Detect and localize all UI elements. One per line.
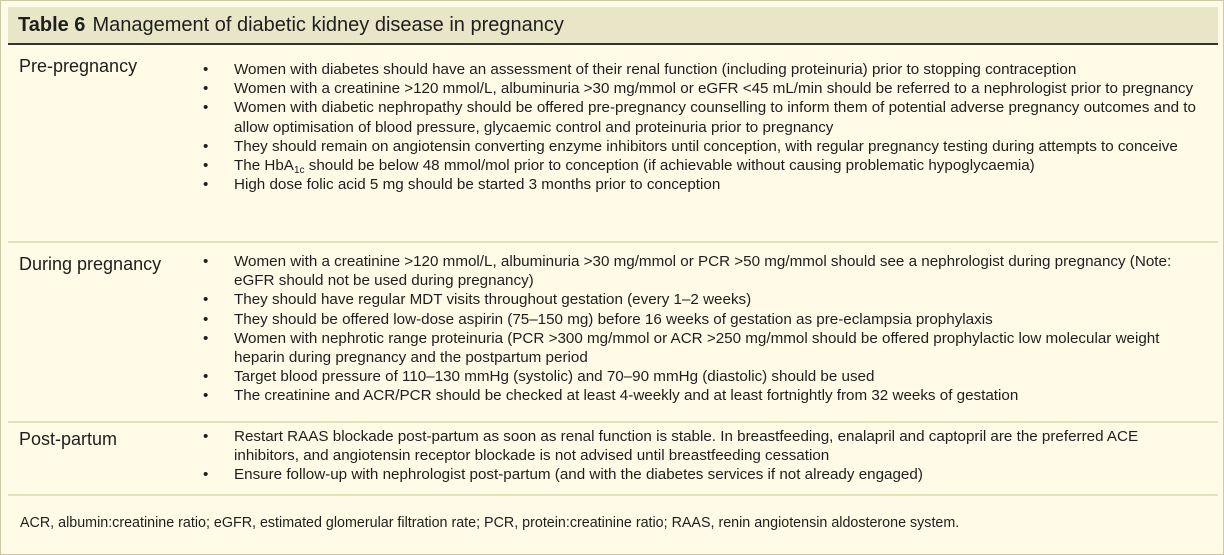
list-item <box>203 427 1203 465</box>
item-text-part: The HbA <box>234 157 294 175</box>
list-item <box>203 98 1203 136</box>
bullet-icon: • <box>203 428 209 445</box>
item-text: Women with diabetic nephropathy should be offered pre-pregnancy counselling to inform them of potential adverse pregnancy outcomes and to allow optimisation of blood pressure, glycaemic control and proteinuria prior to pregnancy <box>234 99 1196 136</box>
item-text: High dose folic acid 5 mg should be started 3 months prior to conception <box>234 176 721 194</box>
section-pre-pregnancy <box>8 45 1218 243</box>
bullet-icon: • <box>203 61 209 78</box>
bullet-icon: • <box>203 310 209 328</box>
item-text: Women with a creatinine >120 mmol/L, albuminuria >30 mg/mmol or eGFR <45 mL/min should be referred to a nephrologist prior to pregnancy <box>234 80 1194 98</box>
bullet-icon: • <box>203 176 209 194</box>
list-item <box>203 175 1203 194</box>
section-label: During pregnancy <box>19 254 162 274</box>
list-item <box>203 60 1203 79</box>
bullet-icon: • <box>203 99 209 117</box>
table-title: Management of diabetic kidney disease in pregnancy <box>92 13 564 36</box>
list-item <box>203 367 1203 386</box>
bullet-icon: • <box>203 466 209 484</box>
item-text: The creatinine and ACR/PCR should be checked at least 4-weekly and at least fortnightly from 32 weeks of gestation <box>234 387 1019 405</box>
item-text: They should have regular MDT visits throughout gestation (every 1–2 weeks) <box>234 291 752 309</box>
list-item <box>203 290 1203 309</box>
table-title-bar <box>8 7 1218 45</box>
bullet-icon: • <box>203 157 209 175</box>
bullet-icon: • <box>203 137 209 155</box>
bullet-icon: • <box>203 329 209 347</box>
section-post-partum <box>8 423 1218 496</box>
bullet-icon: • <box>203 387 209 405</box>
table-number: Table 6 <box>18 13 86 36</box>
item-text <box>234 157 1035 177</box>
item-text: Women with a creatinine >120 mmol/L, albuminuria >30 mg/mmol or PCR >50 mg/mmol should see a nephrologist during pregnancy (Note: eGFR should not be used during pregnancy) <box>234 253 1172 290</box>
bullet-icon: • <box>203 291 209 309</box>
section-during-pregnancy <box>8 243 1218 423</box>
item-list <box>203 60 1203 194</box>
item-text: They should remain on angiotensin converting enzyme inhibitors until conception, with regular pregnancy testing during attempts to conceive <box>234 137 1178 155</box>
item-text: Ensure follow-up with nephrologist post-partum (and with the diabetes services if not already engaged) <box>234 466 923 484</box>
item-text: Women with nephrotic range proteinuria (PCR >300 mg/mmol or ACR >250 mg/mmol should be offered prophylactic low molecular weight heparin during pregnancy and the postpartum period <box>234 329 1160 367</box>
item-text: They should be offered low-dose aspirin (75–150 mg) before 16 weeks of gestation as pre-eclampsia prophylaxis <box>234 310 993 328</box>
list-item <box>203 137 1203 156</box>
section-label: Pre-pregnancy <box>19 56 138 76</box>
table-footnote: ACR, albumin:creatinine ratio; eGFR, estimated glomerular filtration rate; PCR, protein:creatinine ratio; RAAS, renin angiotensin aldosterone system. <box>20 515 960 531</box>
list-item <box>203 79 1203 98</box>
item-text: Restart RAAS blockade post-partum as soon as renal function is stable. In breastfeeding, enalapril and captopril are the preferred ACE inhibitors, and angiotensin receptor blockade is not advised until breastfeeding cessation <box>234 428 1139 465</box>
list-item <box>203 156 1203 175</box>
item-text: Women with diabetes should have an assessment of their renal function (including proteinuria) prior to stopping contraception <box>234 61 1077 78</box>
bullet-icon: • <box>203 253 209 270</box>
subscript: 1c <box>293 165 305 177</box>
list-item <box>203 310 1203 329</box>
bullet-icon: • <box>203 368 209 386</box>
list-item <box>203 465 1203 484</box>
item-list <box>203 252 1203 406</box>
list-item <box>203 386 1203 405</box>
bullet-icon: • <box>203 80 209 98</box>
item-text: Target blood pressure of 110–130 mmHg (systolic) and 70–90 mmHg (diastolic) should be used <box>234 368 875 386</box>
item-list <box>203 427 1203 485</box>
list-item <box>203 252 1203 290</box>
item-text-part: should be below 48 mmol/mol prior to conception (if achievable without causing problematic hypoglycaemia) <box>304 157 1035 175</box>
section-label: Post-partum <box>19 429 118 449</box>
list-item <box>203 329 1203 367</box>
